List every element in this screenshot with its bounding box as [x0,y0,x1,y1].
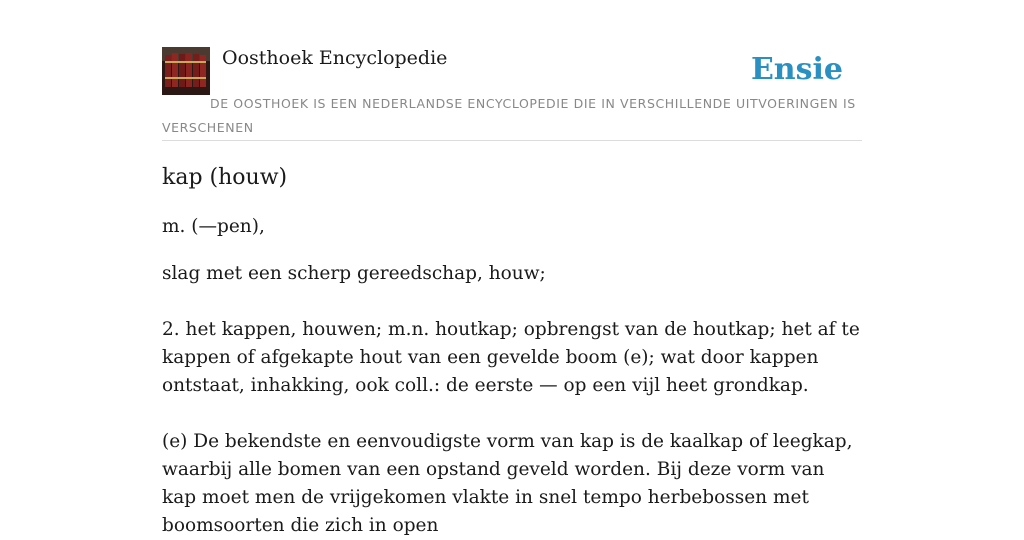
entry-title: kap (houw) [162,165,288,190]
definition-paragraph: slag met een scherp gereedschap, houw; [162,263,546,284]
entry-content [162,160,862,540]
definition-paragraph: (e) De bekendste en eenvoudigste vorm van kap is de kaalkap of leegkap, waarbij alle bomen van een opstand geveld worden. Bij deze vorm van kap moet men de vrijgekomen vlakte in snel tempo herbebossen met boomsoorten die zich in open [162,431,853,536]
site-tagline: DE OOSTHOEK IS EEN NEDERLANDSE ENCYCLOPEDIE DIE IN VERSCHILLENDE UITVOERINGEN IS VERSCHENEN [162,96,856,135]
book-spines-icon [162,47,210,95]
site-header [162,46,862,141]
brand-logo[interactable]: Ensie [750,52,843,87]
site-title[interactable]: Oosthoek Encyclopedie [222,47,448,69]
entry-grammar: m. (—pen), [162,216,265,237]
definition-paragraph: 2. het kappen, houwen; m.n. houtkap; opbrengst van de houtkap; het af te kappen of afgekapte hout van een gevelde boom (e); wat door kappen ontstaat, inhakking, ook coll.: de eerste — op een vijl heet grondkap. [162,319,860,396]
avatar[interactable] [162,47,210,95]
